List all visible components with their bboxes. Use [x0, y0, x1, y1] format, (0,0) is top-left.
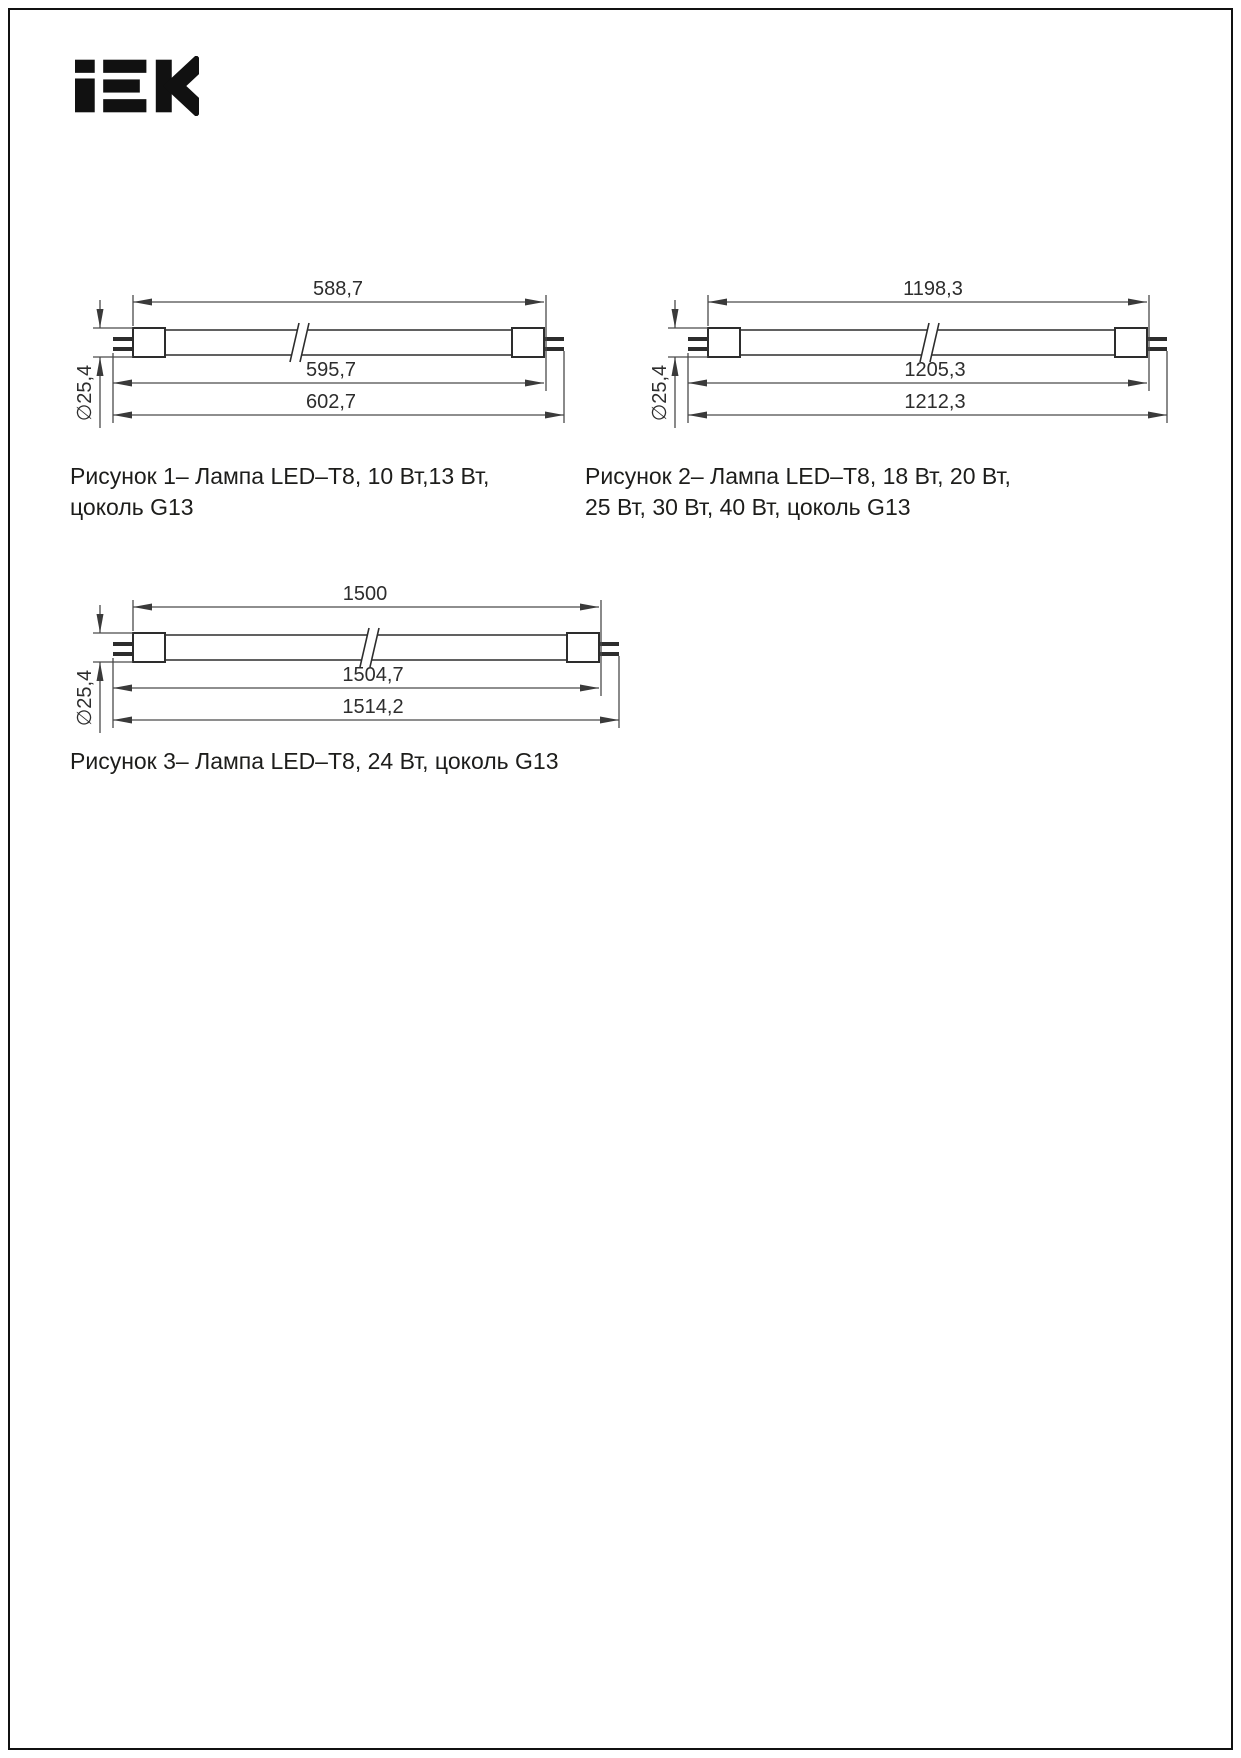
logo-k-legs: [175, 61, 199, 112]
arrow-right-icon: [580, 685, 599, 692]
arrow-right-icon: [545, 412, 564, 419]
tube-break-mark: [290, 323, 309, 362]
ext-ticks-diameter: [668, 328, 708, 357]
pins-left: [113, 644, 133, 654]
dim-label-middle: 1205,3: [904, 359, 966, 381]
figure-3-drawing: [65, 550, 640, 745]
pins-left: [688, 339, 708, 349]
dim-label-diameter: ∅25,4: [649, 364, 671, 422]
caption-line: Рисунок 2– Лампа LED–T8, 18 Вт, 20 Вт,: [585, 463, 1011, 489]
arrow-down-icon: [97, 309, 104, 328]
caption-line: 25 Вт, 30 Вт, 40 Вт, цоколь G13: [585, 494, 911, 520]
caption-line: цоколь G13: [70, 494, 194, 520]
dim-label-bottom: 1212,3: [904, 391, 966, 413]
dim-label-diameter: ∅25,4: [74, 669, 96, 727]
arrow-right-icon: [1128, 299, 1147, 306]
dim-label-bottom: 1514,2: [342, 696, 404, 718]
end-cap-left: [133, 633, 165, 662]
logo-e-bar-bottom: [103, 99, 146, 112]
arrow-left-icon: [708, 299, 727, 306]
end-cap-right: [567, 633, 599, 662]
tube-break-mark: [920, 323, 939, 362]
ext-ticks-diameter: [93, 633, 133, 662]
arrow-left-icon: [133, 604, 152, 611]
dim-label-bottom: 602,7: [305, 391, 357, 413]
logo-e-bar-top: [103, 60, 146, 73]
caption-line: Рисунок 3– Лампа LED–T8, 24 Вт, цоколь G13: [70, 748, 559, 774]
arrow-down-icon: [97, 614, 104, 633]
arrow-right-icon: [525, 380, 544, 387]
iek-logo: [75, 56, 199, 116]
dim-label-top: 1500: [342, 583, 388, 605]
arrow-left-icon: [113, 685, 132, 692]
end-cap-left: [708, 328, 740, 357]
dim-label-diameter: ∅25,4: [74, 364, 96, 422]
arrow-left-icon: [688, 380, 707, 387]
arrow-left-icon: [133, 299, 152, 306]
end-cap-right: [1115, 328, 1147, 357]
tube-break-mark: [360, 628, 379, 667]
arrow-right-icon: [580, 604, 599, 611]
dim-label-middle: 595,7: [305, 359, 357, 381]
arrow-left-icon: [688, 412, 707, 419]
figure-2-drawing: [640, 245, 1180, 440]
arrow-left-icon: [113, 412, 132, 419]
lamp-body: [113, 628, 619, 667]
dim-label-middle: 1504,7: [342, 664, 404, 686]
end-cap-right: [512, 328, 544, 357]
logo-i-stem: [75, 78, 95, 112]
figure-3-caption: [70, 746, 610, 777]
arrow-up-icon: [97, 357, 104, 376]
arrow-left-icon: [113, 717, 132, 724]
arrow-down-icon: [672, 309, 679, 328]
pins-right: [599, 644, 619, 654]
caption-line: Рисунок 1– Лампа LED–T8, 10 Вт,13 Вт,: [70, 463, 490, 489]
arrow-left-icon: [113, 380, 132, 387]
end-cap-left: [133, 328, 165, 357]
lamp-body: [688, 323, 1167, 362]
logo-e-bar-mid: [103, 79, 140, 92]
pins-right: [544, 339, 564, 349]
figure-1-caption: [70, 461, 550, 523]
arrow-right-icon: [1148, 412, 1167, 419]
ext-ticks-diameter: [93, 328, 133, 357]
arrow-right-icon: [1128, 380, 1147, 387]
logo-i-dot: [75, 60, 95, 73]
figure-1-drawing: [65, 245, 575, 440]
pins-right: [1147, 339, 1167, 349]
arrow-right-icon: [600, 717, 619, 724]
pins-left: [113, 339, 133, 349]
dim-label-top: 588,7: [312, 278, 364, 300]
arrow-right-icon: [525, 299, 544, 306]
lamp-body: [113, 323, 564, 362]
arrow-up-icon: [97, 662, 104, 681]
arrow-up-icon: [672, 357, 679, 376]
figure-2-caption: [585, 461, 1035, 523]
dim-label-top: 1198,3: [903, 278, 963, 300]
